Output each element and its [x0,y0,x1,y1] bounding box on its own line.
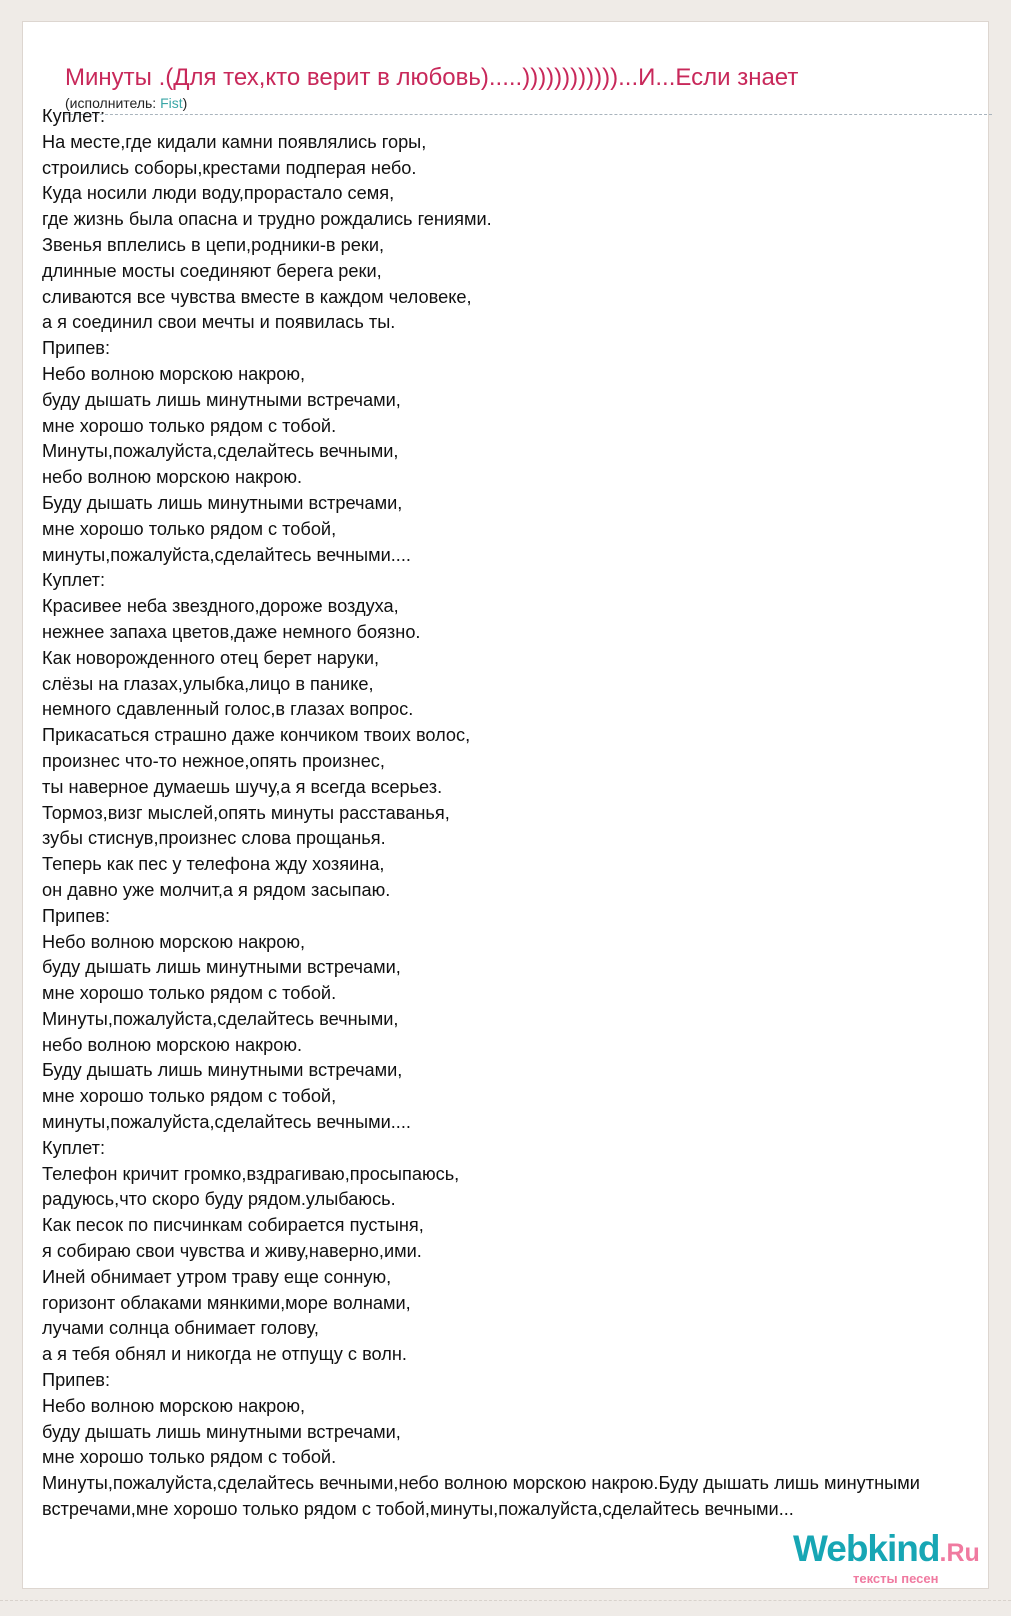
lyric-line: Иней обнимает утром траву еще сонную, [42,1266,392,1287]
lyric-line: Припев: [42,338,111,359]
lyric-line: слёзы на глазах,улыбка,лицо в панике, [42,673,374,694]
lyric-line: встречами,мне хорошо только рядом с тобой,минуты,пожалуйста,сделайтесь вечными... [42,1499,794,1520]
lyric-line: буду дышать лишь минутными встречами, [42,389,401,410]
lyric-line: мне хорошо только рядом с тобой, [42,1086,337,1107]
lyric-line: небо волною морскою накрою. [42,1034,303,1055]
lyric-line: Красивее неба звездного,дороже воздуха, [42,596,399,617]
lyric-line: Как песок по писчинкам собирается пустыня, [42,1215,424,1236]
lyric-line: Куплет: [42,106,106,126]
lyric-line: буду дышать лишь минутными встречами, [42,1421,401,1442]
lyric-line: Минуты,пожалуйста,сделайтесь вечными,небо волною морскою накрою.Буду дышать лишь минутными [42,1473,920,1494]
lyric-line: Припев: [42,1370,111,1391]
lyric-line: немного сдавленный голос,в глазах вопрос. [42,699,414,720]
lyric-line: Минуты,пожалуйста,сделайтесь вечными, [42,1008,399,1029]
lyric-line: мне хорошо только рядом с тобой, [42,518,337,539]
lyric-line: Тормоз,визг мыслей,опять минуты расставанья, [42,802,450,823]
logo-main: Webkind [793,1528,940,1569]
lyric-line: строились соборы,крестами подперая небо. [42,157,417,178]
lyric-line: Небо волною морскою накрою, [42,931,306,952]
song-title: Минуты .(Для тех,кто верит в любовь).....))))))))))))...И...Если знает [65,64,799,91]
lyric-line: Минуты,пожалуйста,сделайтесь вечными, [42,441,399,462]
lyric-line: зубы стиснув,произнес слова прощанья. [42,828,386,849]
lyric-line: ты наверное думаешь шучу,а я всегда всерьез. [42,776,443,797]
lyric-line: Прикасаться страшно даже кончиком твоих волос, [42,725,471,746]
lyric-line: Куплет: [42,1137,106,1158]
lyric-line: лучами солнца обнимает голову, [42,1318,319,1339]
lyric-line: буду дышать лишь минутными встречами, [42,957,401,978]
logo-tagline: тексты песен [853,1571,939,1586]
artist-suffix: ) [182,95,188,111]
lyric-line: длинные мосты соединяют берега реки, [42,260,382,281]
lyric-line: он давно уже молчит,а я рядом засыпаю. [42,879,391,900]
webkind-logo[interactable] [793,1530,993,1588]
lyric-line: Звенья вплелись в цепи,родники-в реки, [42,234,385,255]
lyric-line: Буду дышать лишь минутными встречами, [42,1060,403,1081]
lyric-line: мне хорошо только рядом с тобой. [42,1447,337,1468]
lyric-line: небо волною морскою накрою. [42,467,303,488]
artist-link[interactable]: Fist [160,95,183,111]
lyric-line: Куда носили люди воду,прорастало семя, [42,183,395,204]
lyric-line: Небо волною морскою накрою, [42,1395,306,1416]
lyric-line: а я соединил свои мечты и появилась ты. [42,312,396,333]
lyric-line: Буду дышать лишь минутными встречами, [42,492,403,513]
lyric-line: мне хорошо только рядом с тобой. [42,983,337,1004]
lyric-line: нежнее запаха цветов,даже немного боязно. [42,621,421,642]
lyric-line: я собираю свои чувства и живу,наверно,ими. [42,1241,422,1262]
lyric-line: горизонт облаками мянкими,море волнами, [42,1292,411,1313]
lyric-line: Телефон кричит громко,вздрагиваю,просыпаюсь, [42,1163,460,1184]
lyric-line: произнес что-то нежное,опять произнес, [42,750,385,771]
lyric-line: а я тебя обнял и никогда не отпущу с волн. [42,1344,407,1365]
lyric-line: На месте,где кидали камни появлялись горы, [42,131,427,152]
lyric-line: минуты,пожалуйста,сделайтесь вечными.... [42,544,411,565]
lyric-line: радуюсь,что скоро буду рядом.улыбаюсь. [42,1189,396,1210]
lyric-line: Припев: [42,905,111,926]
lyric-line: Как новорожденного отец берет наруки, [42,647,380,668]
lyric-line: сливаются все чувства вместе в каждом человеке, [42,286,472,307]
lyric-line: мне хорошо только рядом с тобой. [42,415,337,436]
lyric-line: где жизнь была опасна и трудно рождались гениями. [42,209,492,230]
logo-tld: .Ru [939,1539,980,1567]
lyrics-text [42,104,920,1523]
lyric-line: Небо волною морскою накрою, [42,363,306,384]
lyric-line: минуты,пожалуйста,сделайтесь вечными.... [42,1112,411,1133]
artist-prefix: (исполнитель: [65,95,161,111]
lyric-line: Куплет: [42,570,106,591]
lyric-line: Теперь как пес у телефона жду хозяина, [42,854,385,875]
footer-divider [0,1600,1011,1601]
